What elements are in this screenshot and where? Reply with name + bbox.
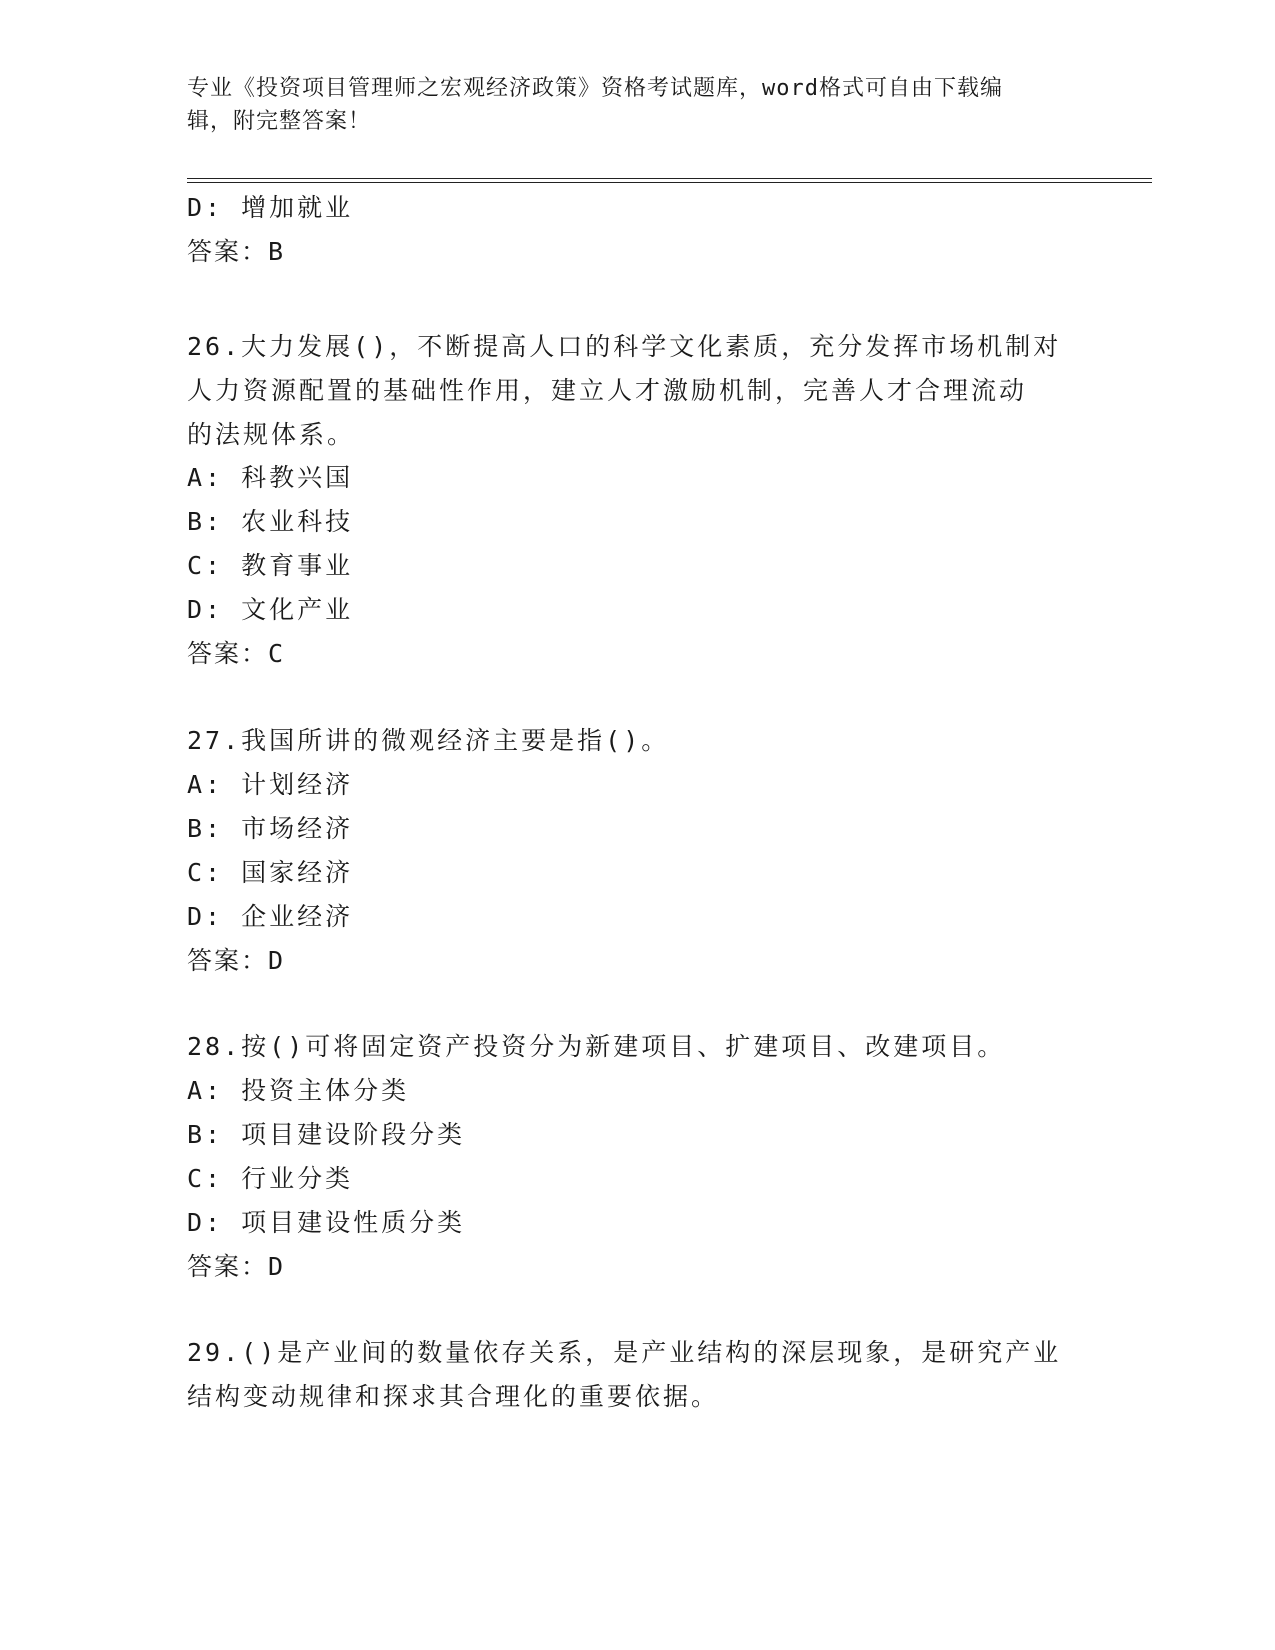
q26-option-d: D: 文化产业 xyxy=(187,595,354,624)
q28-stem-line-1: 28.按()可将固定资产投资分为新建项目、扩建项目、改建项目。 xyxy=(187,1032,1006,1061)
q27-option-d: D: 企业经济 xyxy=(187,902,354,931)
q26-answer xyxy=(187,639,285,669)
q27-stem-line-1: 27.我国所讲的微观经济主要是指()。 xyxy=(187,726,670,755)
q27-answer xyxy=(187,946,285,976)
header-divider-bottom xyxy=(187,182,1152,183)
q26-option-c: C: 教育事业 xyxy=(187,551,354,580)
header-line-1: 专业《投资项目管理师之宏观经济政策》资格考试题库，word格式可自由下载编 xyxy=(187,76,1003,101)
answer-label: 答案： xyxy=(187,946,269,975)
q28-option-b: B: 项目建设阶段分类 xyxy=(187,1120,466,1149)
q28-option-c: C: 行业分类 xyxy=(187,1164,354,1193)
answer-value: B xyxy=(268,237,286,266)
q27-option-c: C: 国家经济 xyxy=(187,858,354,887)
header-divider-top xyxy=(187,178,1152,179)
q28-option-d: D: 项目建设性质分类 xyxy=(187,1208,466,1237)
q29-stem-line-2: 结构变动规律和探求其合理化的重要依据。 xyxy=(187,1382,720,1411)
answer-value: C xyxy=(268,639,286,668)
q26-stem-line-3: 的法规体系。 xyxy=(187,420,356,449)
answer-label: 答案： xyxy=(187,1252,269,1281)
header-line-2: 辑，附完整答案！ xyxy=(187,109,372,134)
q27-option-b: B: 市场经济 xyxy=(187,814,354,843)
answer-label: 答案： xyxy=(187,237,269,266)
q26-option-b: B: 农业科技 xyxy=(187,507,354,536)
q29-stem-line-1: 29.()是产业间的数量依存关系，是产业结构的深层现象，是研究产业 xyxy=(187,1338,1062,1367)
q28-option-a: A: 投资主体分类 xyxy=(187,1076,410,1105)
q26-stem-line-2: 人力资源配置的基础性作用，建立人才激励机制，完善人才合理流动 xyxy=(187,376,1028,405)
prev-answer xyxy=(187,237,285,267)
answer-label: 答案： xyxy=(187,639,269,668)
q27-option-a: A: 计划经济 xyxy=(187,770,354,799)
answer-value: D xyxy=(268,1252,286,1281)
prev-option-d: D: 增加就业 xyxy=(187,193,354,222)
answer-value: D xyxy=(268,946,286,975)
q28-answer xyxy=(187,1252,285,1282)
q26-option-a: A: 科教兴国 xyxy=(187,463,354,492)
page-header xyxy=(187,72,1067,138)
q26-stem-line-1: 26.大力发展()，不断提高人口的科学文化素质，充分发挥市场机制对 xyxy=(187,332,1062,361)
